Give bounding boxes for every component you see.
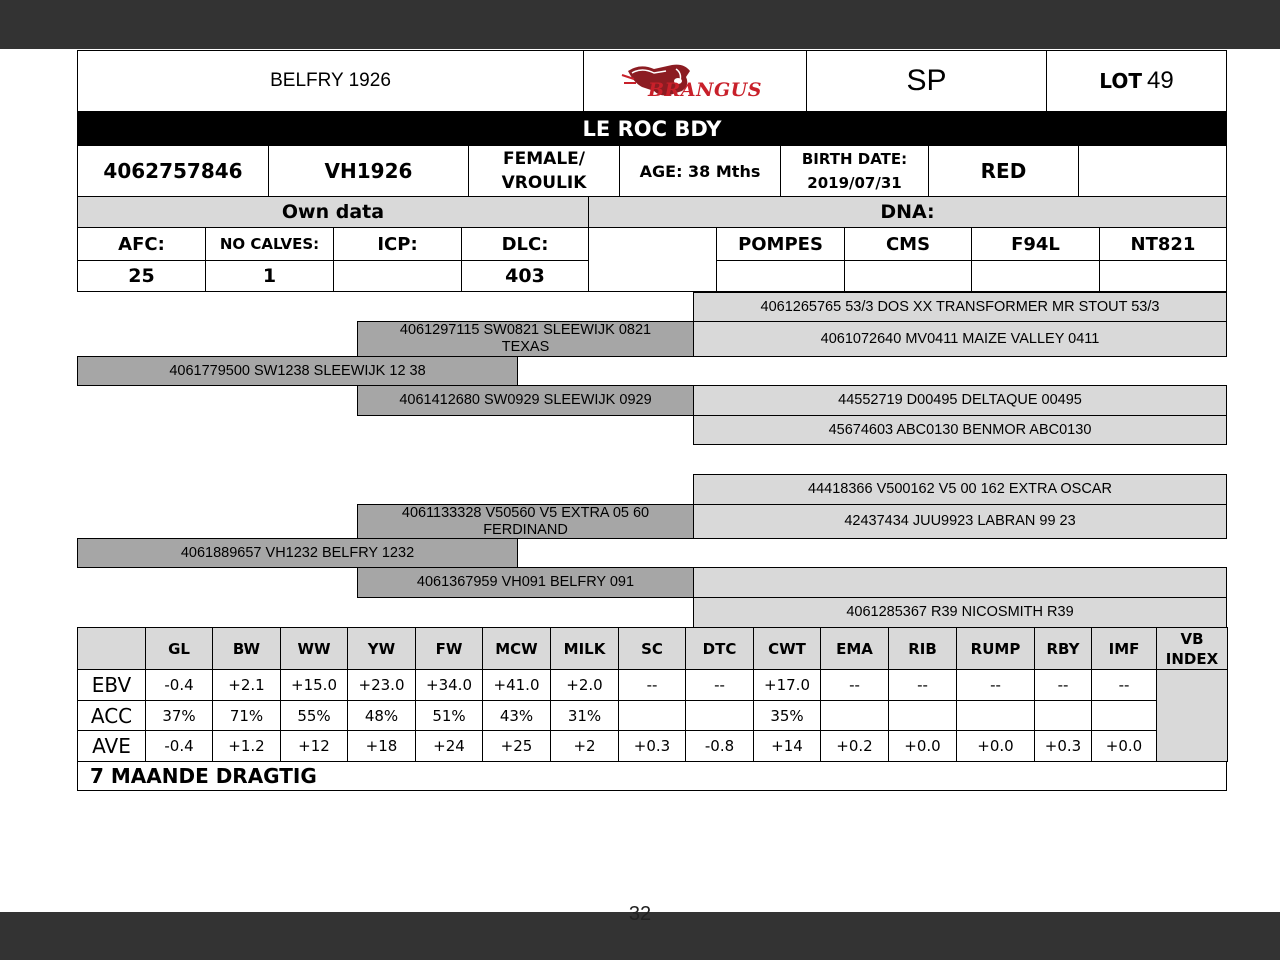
ebv-header-yw: YW [347,627,416,670]
sex-cell [468,145,620,197]
ebv-cell-ave-bw: +1.2 [212,730,281,762]
ebv-cell-acc-cwt: 35% [753,700,821,731]
ebv-cell-acc-bw: 71% [212,700,281,731]
ebv-cell-acc-dtc [685,700,754,731]
ebv-cell-ebv-imf: -- [1091,669,1157,701]
dna-value-pompes [716,260,845,292]
ebv-cell-ebv-ww: +15.0 [280,669,348,701]
ebv-header-rump: RUMP [956,627,1035,670]
dna-value-nt821 [1099,260,1227,292]
pedigree-dam-dam: 4061367959 VH091 BELFRY 091 [357,567,694,598]
ebv-header-blank [77,627,146,670]
pedigree-dam-dam-sire [693,567,1227,598]
ebv-cell-acc-ww: 55% [280,700,348,731]
registration-number: 4062757846 [77,145,269,197]
own-data-header-icp: ICP: [333,227,462,261]
sex-label-af: VROULIK [501,173,587,193]
ebv-header-imf: IMF [1091,627,1157,670]
pedigree-dam: 4061889657 VH1232 BELFRY 1232 [77,538,518,568]
ebv-row-label-ave: AVE [77,730,146,762]
ebv-header-dtc: DTC [685,627,754,670]
ebv-header-sc: SC [618,627,686,670]
ebv-cell-ebv-rby: -- [1034,669,1092,701]
ebv-cell-acc-imf [1091,700,1157,731]
ebv-cell-ave-ema: +0.2 [820,730,889,762]
ebv-cell-ebv-gl: -0.4 [145,669,213,701]
own-data-value-afc: 25 [77,260,206,292]
lot-label: LOT [1099,69,1142,93]
own-data-value-dlc: 403 [461,260,589,292]
dna-value-cms [844,260,972,292]
pedigree-dam-dam-dam: 4061285367 R39 NICOSMITH R39 [693,597,1227,628]
ebv-header-rby: RBY [1034,627,1092,670]
ebv-cell-ebv-ema: -- [820,669,889,701]
ebv-cell-ebv-mcw: +41.0 [482,669,551,701]
ebv-cell-ave-sc: +0.3 [618,730,686,762]
ebv-row-label-acc: ACC [77,700,146,731]
pedigree-sire-dam-dam: 45674603 ABC0130 BENMOR ABC0130 [693,415,1227,445]
pedigree-sire-dam: 4061412680 SW0929 SLEEWIJK 0929 [357,385,694,416]
ebv-cell-acc-yw: 48% [347,700,416,731]
pedigree-dam-sire-dam: 42437434 JUU9923 LABRAN 99 23 [693,504,1227,539]
ebv-header-bw: BW [212,627,281,670]
ebv-cell-acc-fw: 51% [415,700,483,731]
ebv-row-label-ebv: EBV [77,669,146,701]
ebv-header-mcw: MCW [482,627,551,670]
viewer-top-bar [0,0,1280,49]
color-cell: RED [928,145,1079,197]
herd-name: BELFRY 1926 [77,50,584,112]
ebv-cell-acc-rump [956,700,1035,731]
own-data-header-dlc: DLC: [461,227,589,261]
page-number [600,900,680,912]
pedigree-dam-sire-sire: 44418366 V500162 V5 00 162 EXTRA OSCAR [693,474,1227,505]
ebv-cell-ave-mcw: +25 [482,730,551,762]
dna-value-f94l [971,260,1100,292]
brangus-logo [583,50,807,112]
ebv-cell-ave-rib: +0.0 [888,730,957,762]
sex-label-en: FEMALE/ [503,149,585,169]
dna-header-f94l: F94L [971,227,1100,261]
ebv-header-cwt: CWT [753,627,821,670]
own-data-value-calves: 1 [205,260,334,292]
lot-value: 49 [1146,67,1174,94]
dna-blank-cell [588,227,717,292]
ebv-cell-ebv-sc: -- [618,669,686,701]
own-data-header-afc: AFC: [77,227,206,261]
ebv-cell-acc-rib [888,700,957,731]
vb-index-label-vb: VB [1180,629,1204,648]
ebv-cell-ebv-rump: -- [956,669,1035,701]
ebv-cell-acc-gl: 37% [145,700,213,731]
dna-header-cms: CMS [844,227,972,261]
pedigree-sire-sire-dam: 4061072640 MV0411 MAIZE VALLEY 0411 [693,321,1227,357]
ebv-header-rib: RIB [888,627,957,670]
ebv-cell-acc-rby [1034,700,1092,731]
ebv-cell-ebv-cwt: +17.0 [753,669,821,701]
pedigree-sire-sire: 4061297115 SW0821 SLEEWIJK 0821 TEXAS [357,321,694,357]
ebv-cell-ave-cwt: +14 [753,730,821,762]
ebv-cell-ave-fw: +24 [415,730,483,762]
ebv-header-ww: WW [280,627,348,670]
dna-title: DNA: [588,196,1227,228]
age-cell: AGE: 38 Mths [619,145,781,197]
pedigree-sire-sire-sire: 4061265765 53/3 DOS XX TRANSFORMER MR STOUT 53/3 [693,292,1227,322]
vb-index-label-index: INDEX [1165,649,1219,668]
dna-header-nt821: NT821 [1099,227,1227,261]
ebv-cell-ave-ww: +12 [280,730,348,762]
ebv-header-ema: EMA [820,627,889,670]
ebv-cell-ebv-bw: +2.1 [212,669,281,701]
pedigree-dam-sire: 4061133328 V50560 V5 EXTRA 05 60 FERDINAND [357,504,694,539]
own-data-header-calves: NO CALVES: [205,227,334,261]
ebv-cell-ave-yw: +18 [347,730,416,762]
ebv-header-fw: FW [415,627,483,670]
ebv-cell-ave-rump: +0.0 [956,730,1035,762]
logo-text: BRANGUS [648,79,762,101]
ebv-header-gl: GL [145,627,213,670]
ebv-cell-ave-dtc: -0.8 [685,730,754,762]
ebv-cell-acc-sc [618,700,686,731]
ebv-cell-ebv-rib: -- [888,669,957,701]
ebv-index-value [1156,669,1228,762]
ebv-cell-ave-milk: +2 [550,730,619,762]
tag-number: VH1926 [268,145,469,197]
ebv-header-milk: MILK [550,627,619,670]
own-data-title: Own data [77,196,589,228]
pedigree-sire: 4061779500 SW1238 SLEEWIJK 12 38 [77,356,518,386]
ebv-cell-ebv-yw: +23.0 [347,669,416,701]
own-data-value-icp [333,260,462,292]
birth-date-cell [780,145,929,197]
ebv-cell-acc-milk: 31% [550,700,619,731]
info-extra-cell [1078,145,1227,197]
ebv-cell-ave-gl: -0.4 [145,730,213,762]
ebv-cell-ebv-milk: +2.0 [550,669,619,701]
ebv-cell-acc-ema [820,700,889,731]
ebv-cell-acc-mcw: 43% [482,700,551,731]
dna-header-pompes: POMPES [716,227,845,261]
notes: 7 MAANDE DRAGTIG [77,761,1227,791]
ebv-cell-ebv-dtc: -- [685,669,754,701]
code-sp: SP [806,50,1047,112]
ebv-cell-ave-imf: +0.0 [1091,730,1157,762]
ebv-cell-ave-rby: +0.3 [1034,730,1092,762]
ebv-header-vb-index [1156,627,1228,670]
birth-date-label: BIRTH DATE: [801,150,908,168]
lot-number [1046,50,1227,112]
ebv-cell-ebv-fw: +34.0 [415,669,483,701]
animal-name-bar: LE ROC BDY [77,111,1227,146]
pedigree-sire-dam-sire: 44552719 D00495 DELTAQUE 00495 [693,385,1227,416]
birth-date-value: 2019/07/31 [807,174,902,192]
